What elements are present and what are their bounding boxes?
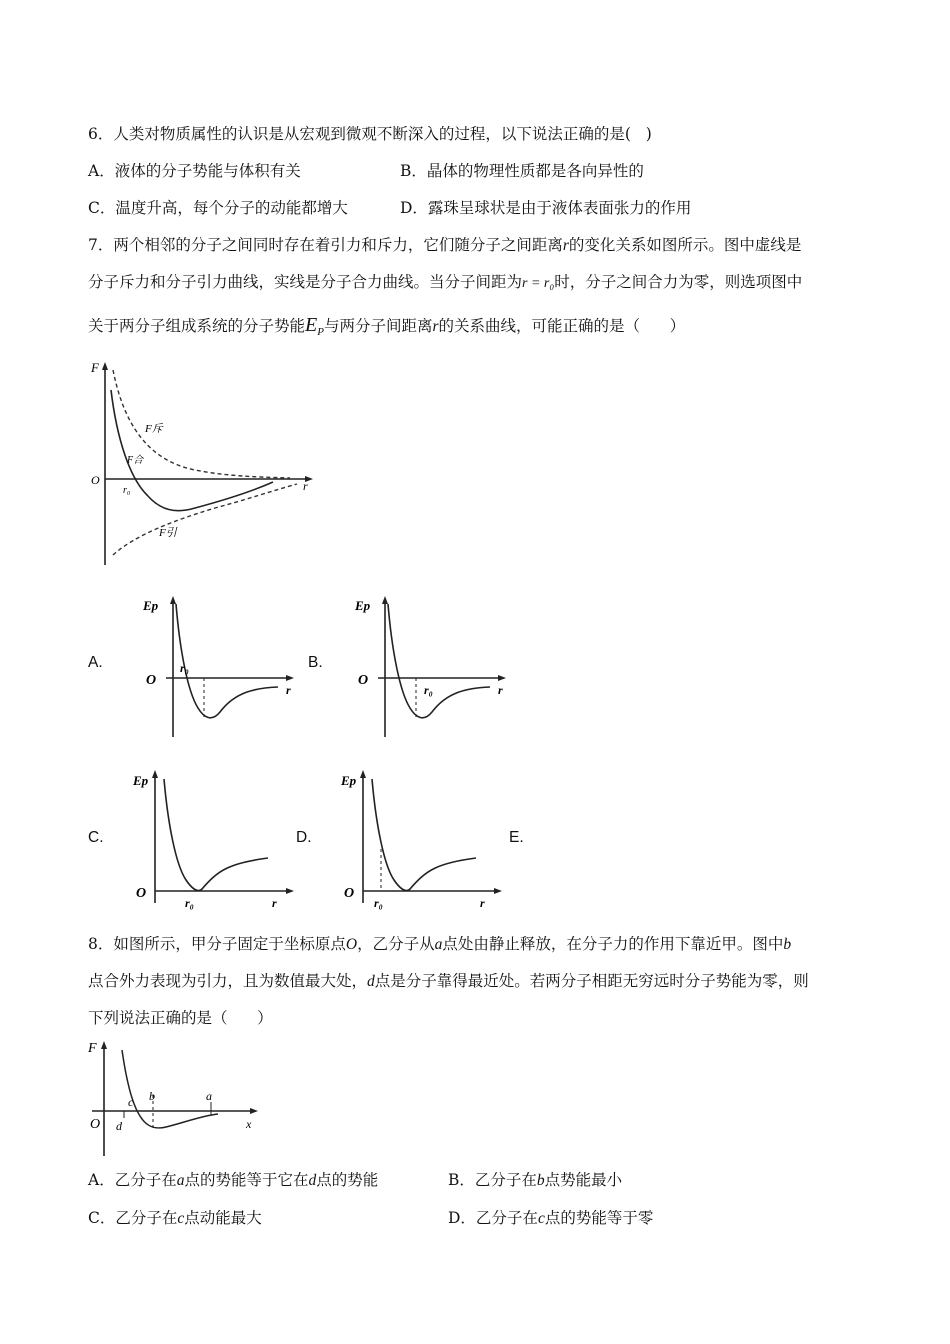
q7-force-figure bbox=[85, 360, 325, 570]
q8-stem-line3: 下列说法正确的是（ ） bbox=[88, 1009, 273, 1027]
q8-stem-line1: 8．如图所示，甲分子固定于坐标原点O，乙分子从a点处由静止释放，在分子力的作用下靠近甲。图中b bbox=[88, 935, 792, 953]
graph-b-r-label: r bbox=[498, 683, 503, 697]
graph-a-r-label: r bbox=[286, 683, 291, 697]
q8-label-a: a bbox=[206, 1089, 212, 1103]
q6-option-b: B．晶体的物理性质都是各向异性的 bbox=[400, 162, 644, 180]
q8-option-c: C．乙分子在c点动能最大 bbox=[88, 1209, 262, 1227]
f-label-origin: O bbox=[91, 473, 100, 487]
q7-option-e-label: E. bbox=[509, 829, 524, 846]
q8-option-a: A．乙分子在a点的势能等于它在d点的势能 bbox=[88, 1171, 379, 1189]
q8-option-b: B．乙分子在b点势能最小 bbox=[448, 1171, 623, 1189]
q8-label-origin: O bbox=[90, 1117, 101, 1132]
q6-option-c: C．温度升高，每个分子的动能都增大 bbox=[88, 199, 348, 217]
graph-d-ep-label: Ep bbox=[341, 773, 357, 788]
f-label-r0: r₀ bbox=[123, 485, 131, 496]
net-force-curve bbox=[111, 390, 273, 511]
q8-label-c: c bbox=[128, 1095, 134, 1109]
f-label-attractive: F引 bbox=[159, 527, 177, 539]
f-label-x: r bbox=[303, 479, 308, 493]
graph-a-ep-label: Ep bbox=[143, 598, 159, 613]
q7-stem-line3: 关于两分子组成系统的分子势能$E_P$与两分子间距离r的关系曲线，可能正确的是（ ） bbox=[88, 314, 686, 339]
q7-graph-c bbox=[130, 765, 300, 915]
graph-c-origin: O bbox=[136, 886, 147, 901]
q7-option-a-label: A. bbox=[88, 654, 103, 671]
graph-c-ep-label: Ep bbox=[133, 773, 149, 788]
graph-d-r0-label: r₀ bbox=[374, 896, 383, 910]
graph-b-r0-label: r₀ bbox=[424, 683, 433, 697]
attractive-curve bbox=[113, 484, 297, 555]
graph-c-r0-label: r₀ bbox=[185, 896, 194, 910]
q8-label-d: d bbox=[116, 1119, 122, 1133]
q7-stem-line2: 分子斥力和分子引力曲线，实线是分子合力曲线。当分子间距为r = r₀时，分子之间合力为零，则选项图中 bbox=[88, 273, 803, 291]
graph-c-r-label: r bbox=[272, 896, 277, 910]
graph-d-origin: O bbox=[344, 886, 355, 901]
q6-option-d: D．露珠呈球状是由于液体表面张力的作用 bbox=[400, 199, 692, 217]
graph-a-origin: O bbox=[146, 673, 157, 688]
q8-stem-line2: 点合外力表现为引力，且为数值最大处，d点是分子靠得最近处。若两分子相距无穷远时分子势能为零，则 bbox=[88, 972, 809, 990]
q7-option-d-label: D. bbox=[296, 829, 312, 846]
q7-option-c-label: C. bbox=[88, 829, 104, 846]
graph-b-origin: O bbox=[358, 673, 369, 688]
q6-stem: 6．人类对物质属性的认识是从宏观到微观不断深入的过程，以下说法正确的是( ) bbox=[88, 125, 652, 143]
q7-graph-a bbox=[140, 592, 300, 740]
graph-d-r-label: r bbox=[480, 896, 485, 910]
q7-graph-d bbox=[338, 765, 508, 915]
f-label-repulsive: F斥 bbox=[145, 423, 163, 435]
q7-stem-line1: 7．两个相邻的分子之间同时存在着引力和斥力，它们随分子之间距离r的变化关系如图所示。图中虚线是 bbox=[88, 236, 802, 254]
f-label-y: F bbox=[91, 360, 99, 375]
q8-force-figure bbox=[86, 1038, 264, 1160]
q8-label-x: x bbox=[246, 1117, 252, 1131]
q7-graph-b bbox=[352, 592, 512, 740]
graph-b-ep-label: Ep bbox=[355, 598, 371, 613]
q7-option-b-label: B. bbox=[308, 654, 323, 671]
f-label-net: F合 bbox=[127, 455, 144, 466]
q8-option-d: D．乙分子在c点的势能等于零 bbox=[448, 1209, 654, 1227]
graph-a-r0-label: r₀ bbox=[180, 661, 189, 675]
q8-label-b: b bbox=[149, 1089, 155, 1103]
q6-option-a: A．液体的分子势能与体积有关 bbox=[88, 162, 301, 180]
q8-label-y: F bbox=[88, 1041, 97, 1056]
